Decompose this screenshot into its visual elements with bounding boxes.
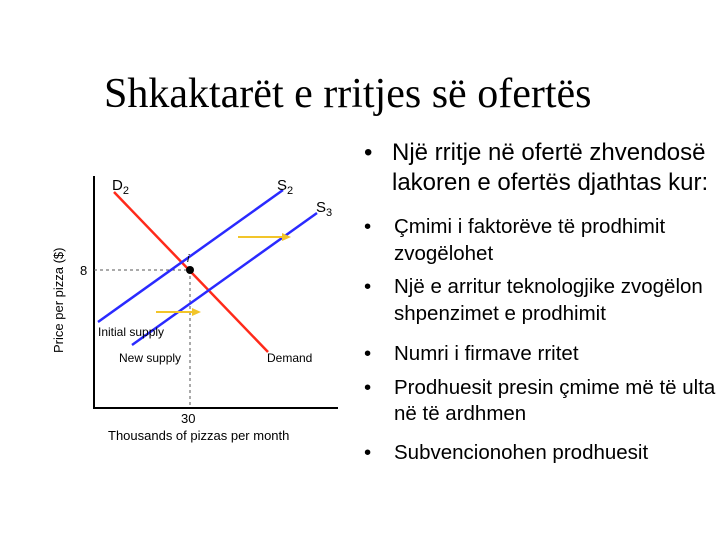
sub-bullet-text: Prodhuesit presin çmime më të ulta në të ardhmen [394,375,716,425]
demand-top-label: $D_2$ [112,177,129,197]
initial-supply-top-label: $S_2$ [277,177,294,197]
equilibrium-label: i [187,253,190,265]
sub-bullet-item [364,214,716,267]
bullet-dot: • [364,215,372,238]
new-supply-label: New supply [119,351,182,365]
sub-bullet-item [364,341,716,368]
sub-bullet-text: Çmimi i faktorëve të prodhimit zvogëlohet [394,215,666,265]
supply-demand-chart [40,160,340,460]
equilibrium-point [186,266,194,274]
main-bullet [364,138,716,198]
bullet-dot: • [364,342,372,365]
bullet-dot: • [364,440,372,464]
y-axis-label: Price per pizza ($) [51,247,66,353]
sub-bullet-item [364,375,716,428]
demand-label: Demand [267,351,313,365]
bullet-dot: • [364,275,372,298]
y-tick-label: 8 [80,263,88,278]
sub-bullet-item [364,274,716,327]
slide-title: Shkaktarët e rritjes së ofertës [104,71,592,117]
sub-bullet-text: Një e arritur teknologjike zvogëlon shpenzimet e prodhimit [394,275,703,325]
x-tick-label: 30 [181,411,196,426]
x-axis-label: Thousands of pizzas per month [108,428,290,443]
sub-bullet-text: Numri i firmave rritet [394,342,579,365]
shift-arrow-bottom [156,308,201,316]
bullet-dot: • [364,139,373,166]
initial-supply-label: Initial supply [98,325,165,339]
sub-bullet-item [364,440,716,467]
sub-bullet-text: Subvencionohen prodhuesit [394,440,649,464]
shift-arrow-top [238,233,291,241]
sub-bullet-list [364,214,716,466]
bullet-dot: • [364,375,372,399]
new-supply-top-label: $S_3$ [316,199,333,219]
bullet-list [364,138,716,473]
main-bullet-text: Një rritje në ofertë zhvendosë lakoren e ofertës djathtas kur: [392,139,709,196]
